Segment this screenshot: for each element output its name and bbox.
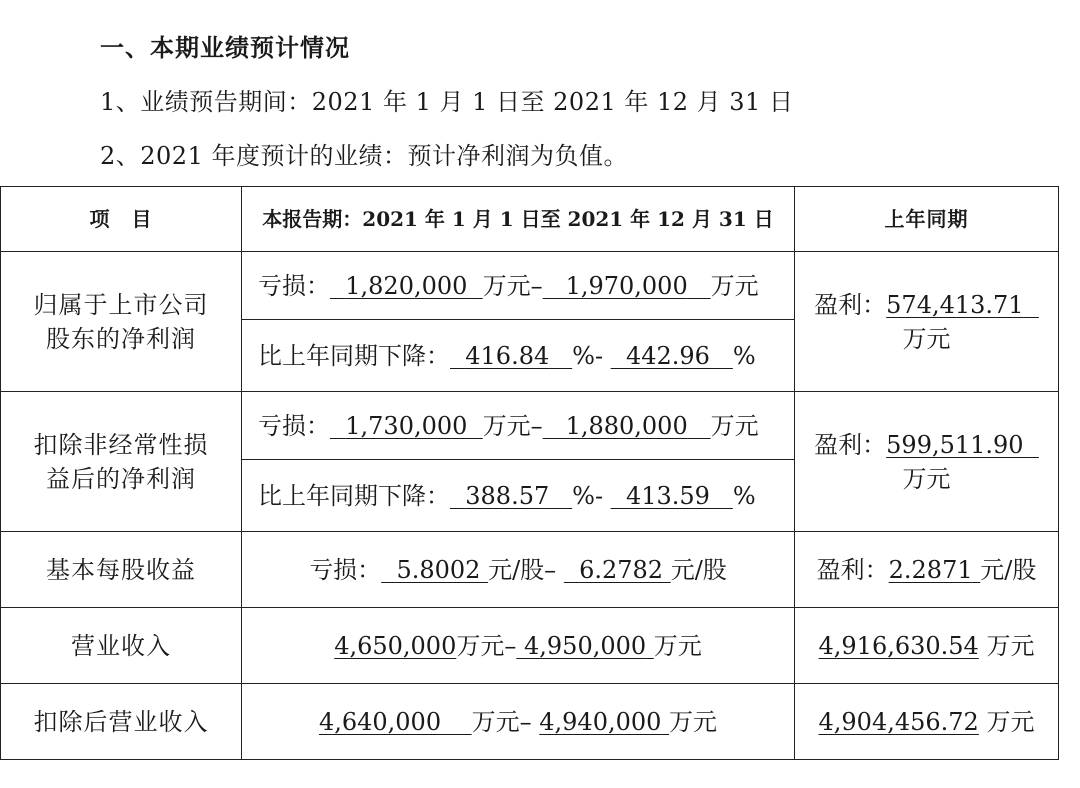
row-label-revenue: 营业收入: [1, 608, 242, 684]
pct-dash: %-: [572, 341, 604, 370]
pct: %: [732, 481, 756, 510]
unit: 万元: [710, 271, 759, 300]
unit-dash: 万元–: [482, 411, 543, 440]
revenue-prior: [795, 608, 1059, 684]
row-label-net-profit: [1, 252, 242, 392]
row-label-line: 扣除非经常性损: [33, 430, 209, 459]
forecast-result-line: 2、2021 年度预计的业绩：预计净利润为负值。: [100, 142, 628, 170]
table-row: [1, 252, 1059, 320]
table-row: [1, 684, 1059, 760]
eps-prior: [795, 532, 1059, 608]
loss-low-value: 5.8002: [396, 555, 481, 584]
loss-low-value: 1,730,000: [345, 411, 468, 440]
decline-high-value: 442.96: [625, 341, 710, 370]
performance-forecast-table: [0, 186, 1059, 760]
decline-low-value: 416.84: [465, 341, 550, 370]
revenue-high-value: 4,940,000: [539, 707, 662, 736]
net-profit-prior: [795, 252, 1059, 392]
table-header-row: [1, 187, 1059, 252]
decline-low-value: 388.57: [465, 481, 550, 510]
unit: 元/股: [670, 555, 727, 584]
prior-unit: 万元: [902, 464, 951, 493]
net-profit-loss-range: [242, 252, 795, 320]
unit: 万元: [669, 707, 718, 736]
revenue-low-value: 4,640,000: [318, 707, 442, 736]
loss-prefix: 亏损：: [309, 555, 382, 584]
loss-prefix: 亏损：: [258, 411, 330, 440]
loss-high-value: 1,970,000: [565, 271, 688, 300]
row-label-line: 股东的净利润: [46, 324, 196, 353]
loss-prefix: 亏损：: [258, 271, 330, 300]
unit-dash: 元/股–: [488, 555, 557, 584]
decline-high-value: 413.59: [625, 481, 710, 510]
revenue-high-value: 4,950,000: [524, 631, 647, 660]
table-row: [1, 608, 1059, 684]
section-heading: 一、本期业绩预计情况: [100, 34, 350, 62]
header-prior-period: 上年同期: [795, 187, 1059, 252]
prior-value: 2.2871: [888, 555, 973, 584]
unit: 万元: [710, 411, 759, 440]
header-item: 项 目: [1, 187, 242, 252]
prior-value: 574,413.71: [886, 290, 1024, 319]
eps-loss-range: [242, 532, 795, 608]
header-current-period: 本报告期：2021 年 1 月 1 日至 2021 年 12 月 31 日: [242, 187, 795, 252]
table-row: [1, 392, 1059, 460]
row-label-eps: 基本每股收益: [1, 532, 242, 608]
row-label-revenue-adjusted: 扣除后营业收入: [1, 684, 242, 760]
decline-prefix: 比上年同期下降：: [258, 341, 450, 370]
revenue-range: [242, 608, 795, 684]
row-label-line: 归属于上市公司: [33, 290, 209, 319]
pct-dash: %-: [572, 481, 604, 510]
revenue-adj-range: [242, 684, 795, 760]
loss-high-value: 1,880,000: [565, 411, 688, 440]
prior-unit: 元/股: [980, 555, 1037, 584]
prior-prefix: 盈利：: [814, 430, 887, 459]
net-profit-decline-range: [242, 320, 795, 392]
prior-value: 4,904,456.72: [818, 707, 979, 736]
decline-prefix: 比上年同期下降：: [258, 481, 450, 510]
revenue-low-value: 4,650,000: [334, 631, 457, 660]
unit: 万元: [653, 631, 702, 660]
net-profit-adj-loss-range: [242, 392, 795, 460]
table-row: [1, 532, 1059, 608]
revenue-adj-prior: [795, 684, 1059, 760]
net-profit-adj-decline-range: [242, 460, 795, 532]
net-profit-adj-prior: [795, 392, 1059, 532]
prior-unit: 万元: [986, 631, 1035, 660]
loss-low-value: 1,820,000: [345, 271, 468, 300]
unit-dash: 万元–: [482, 271, 543, 300]
row-label-net-profit-adjusted: [1, 392, 242, 532]
prior-prefix: 盈利：: [814, 290, 887, 319]
row-label-line: 益后的净利润: [46, 464, 196, 493]
prior-unit: 万元: [986, 707, 1035, 736]
unit-dash: 万元–: [471, 707, 532, 736]
prior-value: 599,511.90: [886, 430, 1024, 459]
prior-value: 4,916,630.54: [818, 631, 979, 660]
prior-prefix: 盈利：: [816, 555, 889, 584]
prior-unit: 万元: [902, 324, 951, 353]
pct: %: [732, 341, 756, 370]
unit-dash: 万元–: [456, 631, 517, 660]
loss-high-value: 6.2782: [579, 555, 664, 584]
forecast-period-line: 1、业绩预告期间：2021 年 1 月 1 日至 2021 年 12 月 31 日: [100, 88, 794, 116]
